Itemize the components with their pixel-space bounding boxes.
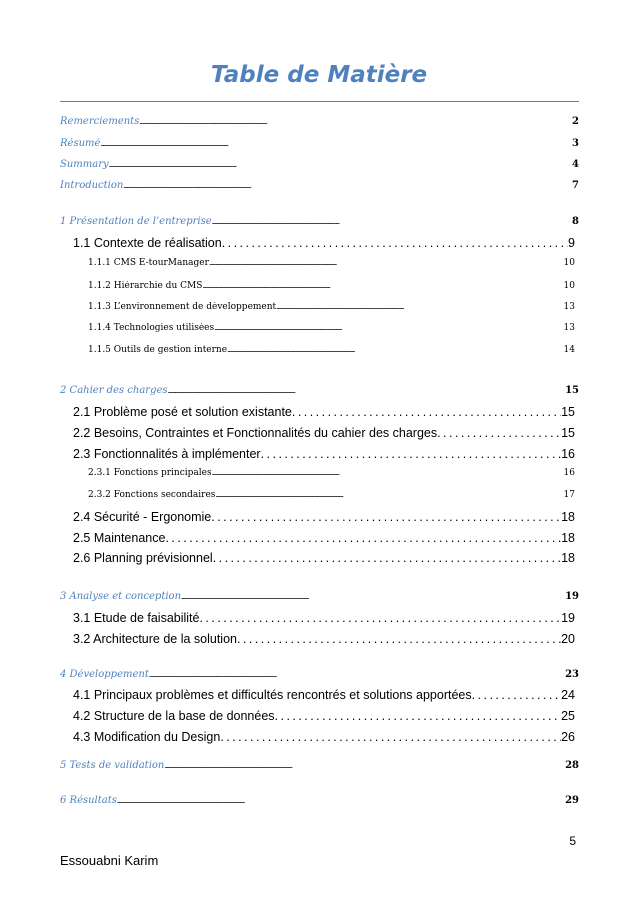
toc-entry-label: 2.3 Fonctionnalités à implémenter — [73, 447, 261, 461]
toc-page-number: 20 — [561, 632, 575, 646]
toc-entry-section-3-1[interactable] — [73, 611, 575, 625]
toc-entry-label: 2.4 Sécurité - Ergonomie — [73, 510, 212, 524]
toc-entry-chapter-4[interactable] — [60, 669, 579, 680]
toc-entry-summary[interactable] — [60, 159, 579, 170]
toc-entry-label: 4 Développement — [60, 669, 149, 680]
toc-entry-label: Remerciements — [60, 116, 140, 127]
toc-leader-dots — [275, 709, 562, 723]
toc-entry-label: 2.3.1 Fonctions principales — [88, 468, 212, 478]
toc-page-number: 18 — [561, 531, 575, 545]
toc-entry-section-1-1-5[interactable] — [88, 345, 575, 355]
toc-entry-section-4-3[interactable] — [73, 730, 575, 744]
toc-entry-section-4-2[interactable] — [73, 709, 575, 723]
toc-page-number: 15 — [565, 385, 579, 396]
toc-page-number: 28 — [565, 760, 579, 771]
toc-entry-section-2-2[interactable] — [73, 426, 575, 440]
toc-entry-label: 2.6 Planning prévisionnel — [73, 551, 213, 565]
toc-page-number: 15 — [561, 426, 575, 440]
toc-page-number: 16 — [563, 468, 575, 478]
toc-entry-label: 3.1 Etude de faisabilité — [73, 611, 200, 625]
toc-entry-label: 6 Résultats — [60, 795, 117, 806]
toc-leader-dots — [237, 632, 561, 646]
toc-entry-chapter-2[interactable] — [60, 385, 579, 396]
toc-entry-section-1-1-3[interactable] — [88, 302, 575, 312]
toc-leader-dots — [164, 763, 565, 770]
toc-leader-dots — [149, 672, 565, 679]
toc-leader-dots — [100, 141, 572, 148]
toc-page-number: 17 — [563, 490, 575, 500]
toc-entry-label: 2.1 Problème posé et solution existante — [73, 405, 292, 419]
toc-entry-label: Introduction — [60, 180, 124, 191]
toc-entry-label: Summary — [60, 159, 109, 170]
toc-entry-section-2-1[interactable] — [73, 405, 575, 419]
toc-leader-dots — [212, 219, 572, 226]
toc-page-number: 3 — [572, 138, 579, 149]
toc-page-number: 8 — [572, 216, 579, 227]
toc-leader-dots — [215, 492, 563, 499]
toc-entry-label: 2.3.2 Fonctions secondaires — [88, 490, 216, 500]
toc-leader-dots — [472, 688, 561, 702]
toc-page-number: 10 — [563, 258, 575, 268]
toc-leader-dots — [199, 611, 561, 625]
toc-entry-section-4-1[interactable] — [73, 688, 575, 702]
toc-leader-dots — [123, 183, 572, 190]
toc-entry-label: 1.1.4 Technologies utilisées — [88, 323, 215, 333]
toc-leader-dots — [212, 470, 564, 477]
toc-leader-dots — [261, 447, 561, 461]
toc-entry-section-1-1[interactable] — [73, 236, 575, 250]
toc-entry-label: Résumé — [60, 138, 101, 149]
toc-leader-dots — [227, 347, 563, 354]
toc-leader-dots — [292, 405, 561, 419]
toc-entry-label: 3 Analyse et conception — [60, 591, 182, 602]
toc-page-number: 16 — [561, 447, 575, 461]
toc-entry-label: 3.2 Architecture de la solution — [73, 632, 237, 646]
toc-entry-label: 1.1.5 Outils de gestion interne — [88, 345, 228, 355]
toc-page-number: 15 — [561, 405, 575, 419]
toc-leader-dots — [213, 551, 561, 565]
toc-page-number: 29 — [565, 795, 579, 806]
toc-entry-label: 4.2 Structure de la base de données — [73, 709, 275, 723]
toc-entry-resume[interactable] — [60, 138, 579, 149]
toc-entry-remerciements[interactable] — [60, 116, 579, 127]
toc-entry-section-2-6[interactable] — [73, 551, 575, 565]
toc-entry-section-1-1-4[interactable] — [88, 323, 575, 333]
footer-page-number: 5 — [569, 834, 576, 848]
toc-leader-dots — [139, 119, 572, 126]
toc-entry-label: 1 Présentation de l’entreprise — [60, 216, 212, 227]
toc-entry-section-2-4[interactable] — [73, 510, 575, 524]
toc-leader-dots — [181, 594, 565, 601]
toc-entry-section-3-2[interactable] — [73, 632, 575, 646]
toc-entry-label: 1.1.3 L’environnement de développement — [88, 302, 277, 312]
toc-entry-section-2-3-2[interactable] — [88, 490, 575, 500]
toc-entry-chapter-6[interactable] — [60, 795, 579, 806]
toc-entry-chapter-1[interactable] — [60, 216, 579, 227]
toc-page-number: 19 — [561, 611, 575, 625]
toc-page-number: 14 — [563, 345, 575, 355]
toc-entry-introduction[interactable] — [60, 180, 579, 191]
toc-leader-dots — [202, 283, 563, 290]
footer-author: Essouabni Karim — [60, 853, 159, 868]
title-underline — [60, 101, 579, 102]
toc-entry-label: 2 Cahier des charges — [60, 385, 168, 396]
toc-entry-label: 1.1 Contexte de réalisation — [73, 236, 222, 250]
toc-leader-dots — [437, 426, 561, 440]
toc-leader-dots — [222, 236, 568, 250]
toc-page-number: 9 — [568, 236, 575, 250]
toc-leader-dots — [220, 730, 561, 744]
toc-entry-label: 2.2 Besoins, Contraintes et Fonctionnalités du cahier des charges — [73, 426, 438, 440]
toc-leader-dots — [276, 304, 563, 311]
toc-entry-label: 4.3 Modification du Design — [73, 730, 221, 744]
toc-page-number: 10 — [563, 281, 575, 291]
toc-leader-dots — [211, 510, 561, 524]
toc-entry-section-2-5[interactable] — [73, 531, 575, 545]
toc-page-number: 23 — [565, 669, 579, 680]
toc-page-number: 18 — [561, 551, 575, 565]
toc-entry-section-2-3-1[interactable] — [88, 468, 575, 478]
toc-page-number: 19 — [565, 591, 579, 602]
toc-entry-section-2-3[interactable] — [73, 447, 575, 461]
toc-page-number: 4 — [572, 159, 579, 170]
toc-entry-chapter-5[interactable] — [60, 760, 579, 771]
toc-leader-dots — [117, 798, 565, 805]
toc-title: Table de Matière — [210, 62, 428, 88]
toc-page-number: 2 — [572, 116, 579, 127]
toc-page-number: 26 — [561, 730, 575, 744]
toc-page-number: 13 — [563, 323, 575, 333]
toc-page-number: 25 — [561, 709, 575, 723]
toc-leader-dots — [168, 388, 566, 395]
toc-leader-dots — [209, 260, 564, 267]
toc-page-number: 7 — [572, 180, 579, 191]
toc-page-number: 18 — [561, 510, 575, 524]
toc-leader-dots — [165, 531, 561, 545]
toc-entry-section-1-1-2[interactable] — [88, 281, 575, 291]
toc-page-number: 24 — [561, 688, 575, 702]
toc-entry-label: 1.1.1 CMS E-tourManager — [88, 258, 209, 268]
toc-entry-section-1-1-1[interactable] — [88, 258, 575, 268]
toc-entry-label: 2.5 Maintenance — [73, 531, 166, 545]
toc-entry-label: 4.1 Principaux problèmes et difficultés rencontrés et solutions apportées — [73, 688, 472, 702]
toc-page-number: 13 — [563, 302, 575, 312]
toc-entry-label: 1.1.2 Hiérarchie du CMS — [88, 281, 203, 291]
toc-entry-label: 5 Tests de validation — [60, 760, 165, 771]
toc-leader-dots — [109, 162, 572, 169]
toc-leader-dots — [214, 325, 563, 332]
toc-entry-chapter-3[interactable] — [60, 591, 579, 602]
